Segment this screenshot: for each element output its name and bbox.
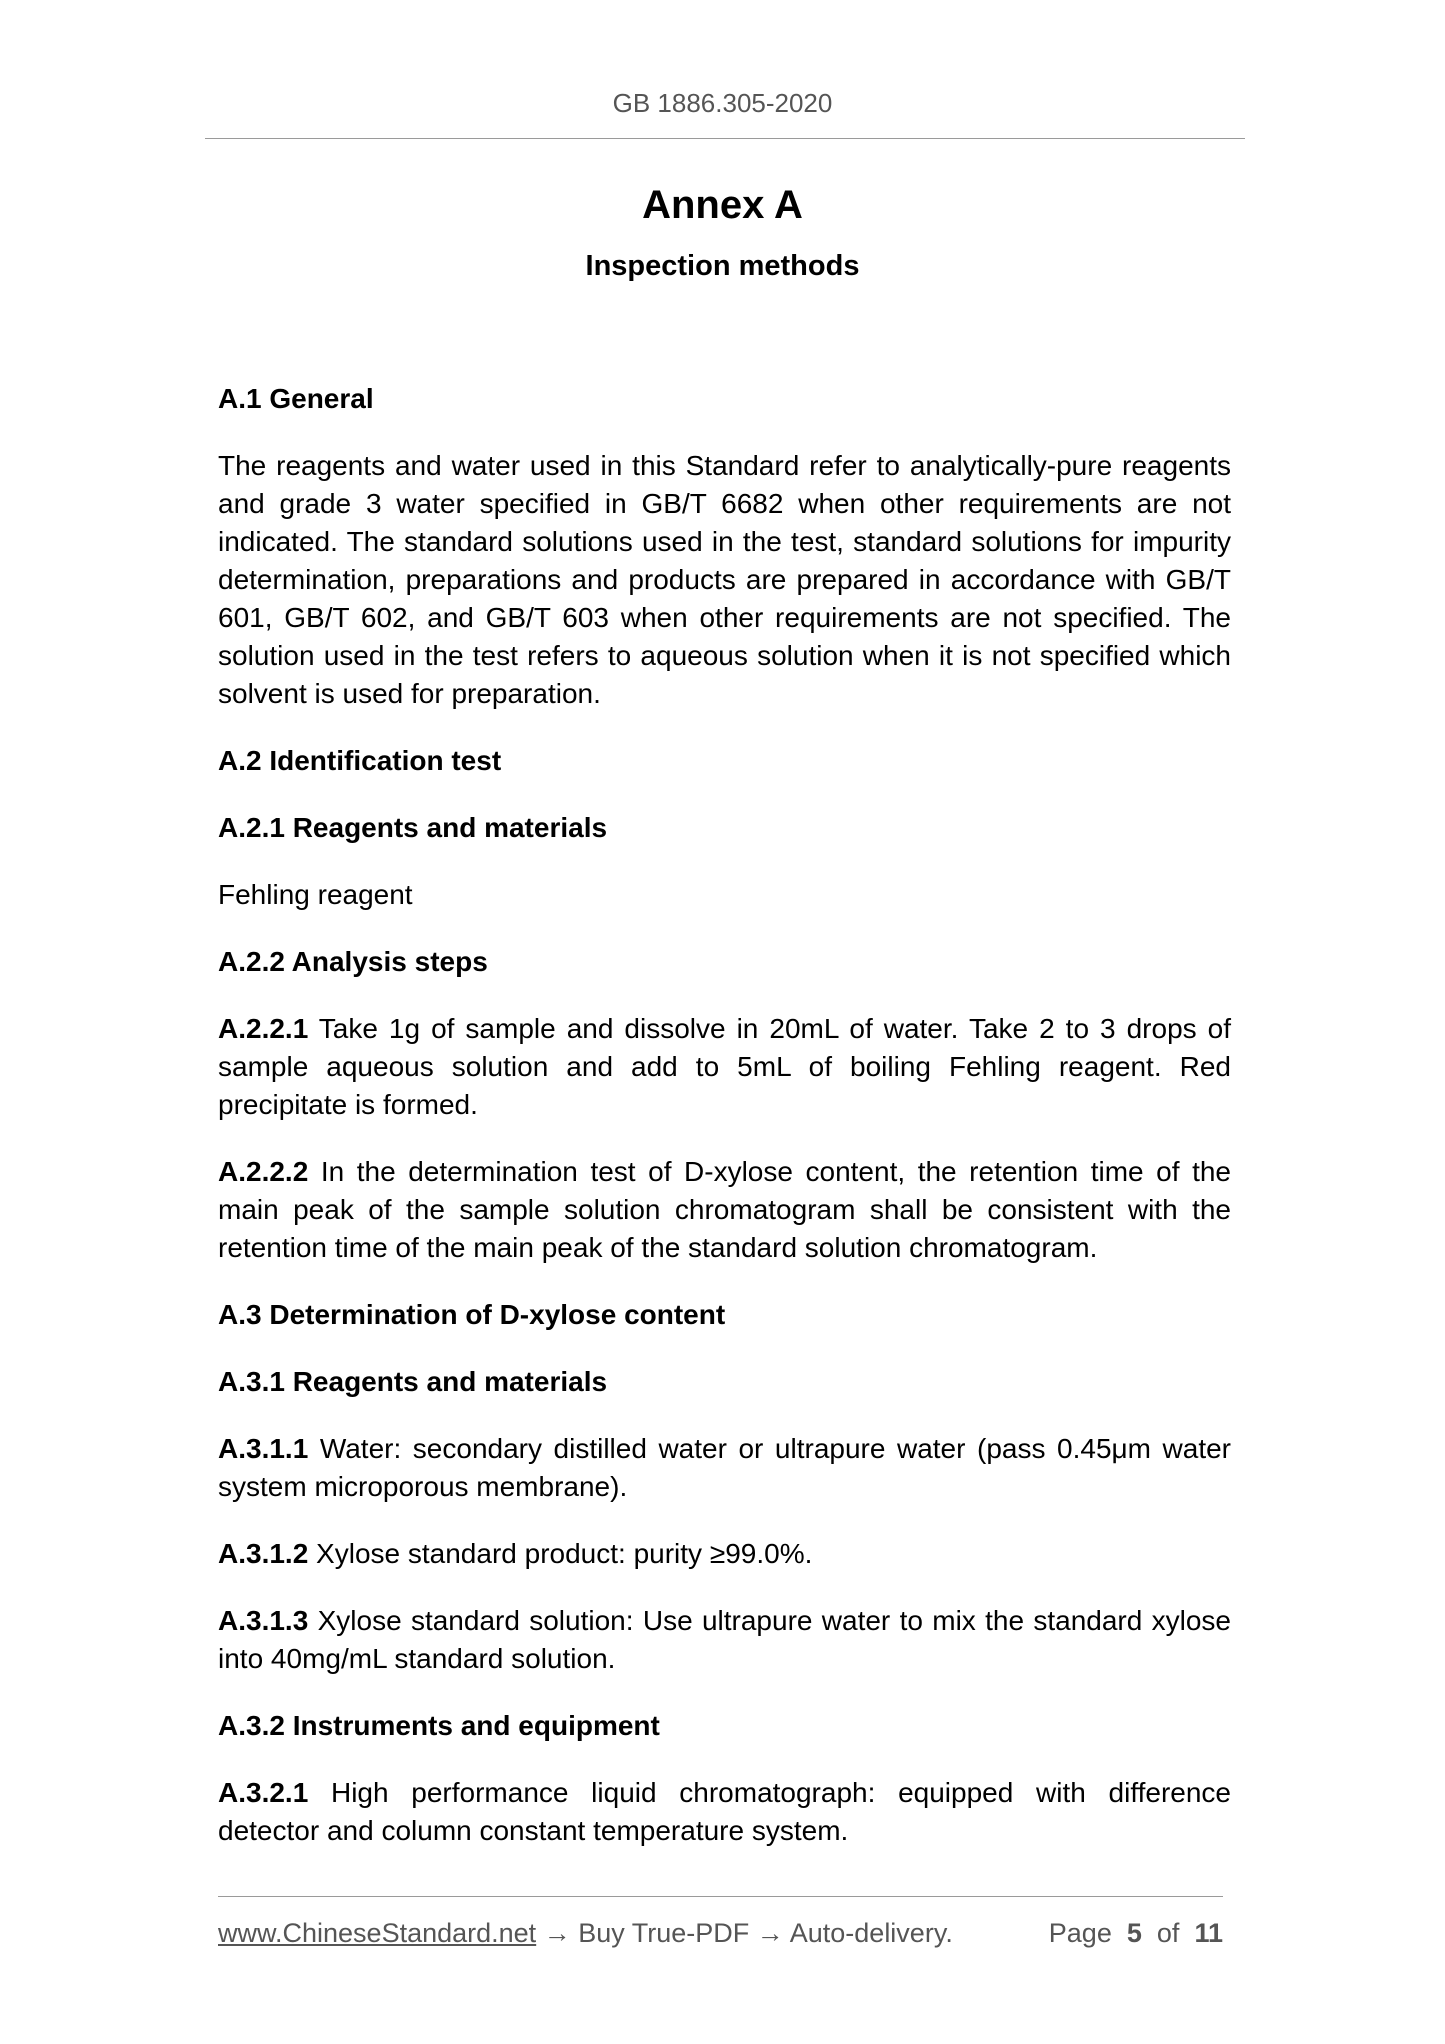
clause-text: Water: secondary distilled water or ultrapure water (pass 0.45μm water system microporous membrane). bbox=[218, 1433, 1231, 1502]
page-of: of bbox=[1156, 1918, 1180, 1948]
clause-number: A.3.1.2 bbox=[218, 1538, 309, 1569]
page-total: 11 bbox=[1194, 1918, 1223, 1948]
document-code: GB 1886.305-2020 bbox=[612, 88, 833, 118]
page-footer bbox=[218, 1918, 1223, 1949]
clause-number: A.2.2.1 bbox=[218, 1013, 309, 1044]
clause-a312 bbox=[218, 1535, 1231, 1573]
clause-text: Xylose standard solution: Use ultrapure water to mix the standard xylose into 40mg/mL standard solution. bbox=[218, 1605, 1231, 1674]
section-heading-a1: A.1 General bbox=[218, 383, 374, 414]
section-heading-a32: A.3.2 Instruments and equipment bbox=[218, 1710, 660, 1741]
section-heading-a3: A.3 Determination of D-xylose content bbox=[218, 1299, 726, 1330]
footer-divider bbox=[218, 1896, 1223, 1897]
document-body bbox=[218, 380, 1231, 1879]
clause-number: A.2.2.2 bbox=[218, 1156, 309, 1187]
clause-text: In the determination test of D-xylose content, the retention time of the main peak of the sample solution chromatogram shall be consistent with the retention time of the main peak of the standard solution chromatogram. bbox=[218, 1156, 1231, 1263]
page-indicator bbox=[1049, 1918, 1223, 1949]
clause-a222 bbox=[218, 1153, 1231, 1267]
clause-a313 bbox=[218, 1602, 1231, 1678]
clause-a321 bbox=[218, 1774, 1231, 1850]
paragraph-a21: Fehling reagent bbox=[218, 879, 413, 910]
clause-number: A.3.1.3 bbox=[218, 1605, 309, 1636]
promo-text: → Buy True-PDF → Auto-delivery. bbox=[536, 1918, 953, 1948]
annex-subtitle: Inspection methods bbox=[585, 250, 860, 282]
website-link[interactable]: www.ChineseStandard.net bbox=[218, 1918, 537, 1948]
annex-title: Annex A bbox=[642, 183, 803, 227]
clause-text: High performance liquid chromatograph: equipped with difference detector and column constant temperature system. bbox=[218, 1777, 1231, 1846]
section-heading-a31: A.3.1 Reagents and materials bbox=[218, 1366, 608, 1397]
clause-text: Take 1g of sample and dissolve in 20mL of water. Take 2 to 3 drops of sample aqueous solution and add to 5mL of boiling Fehling reagent. Red precipitate is formed. bbox=[218, 1013, 1231, 1120]
clause-text: Xylose standard product: purity ≥99.0%. bbox=[308, 1538, 813, 1569]
clause-a311 bbox=[218, 1430, 1231, 1506]
page-current: 5 bbox=[1126, 1918, 1142, 1948]
section-heading-a21: A.2.1 Reagents and materials bbox=[218, 812, 608, 843]
page-label: Page bbox=[1048, 1918, 1112, 1948]
section-heading-a22: A.2.2 Analysis steps bbox=[218, 946, 488, 977]
clause-number: A.3.2.1 bbox=[218, 1777, 309, 1808]
clause-number: A.3.1.1 bbox=[218, 1433, 309, 1464]
header-divider bbox=[205, 138, 1245, 139]
clause-a221 bbox=[218, 1010, 1231, 1124]
section-heading-a2: A.2 Identification test bbox=[218, 745, 502, 776]
paragraph-a1: The reagents and water used in this Standard refer to analytically-pure reagents and grade 3 water specified in GB/T 6682 when other requirements are not indicated. The standard solutions used in the test, standard solutions for impurity determination, preparations and products are prepared in accordance with GB/T 601, GB/T 602, and GB/T 603 when other requirements are not specified. The solution used in the test refers to aqueous solution when it is not specified which solvent is used for preparation. bbox=[218, 450, 1231, 709]
